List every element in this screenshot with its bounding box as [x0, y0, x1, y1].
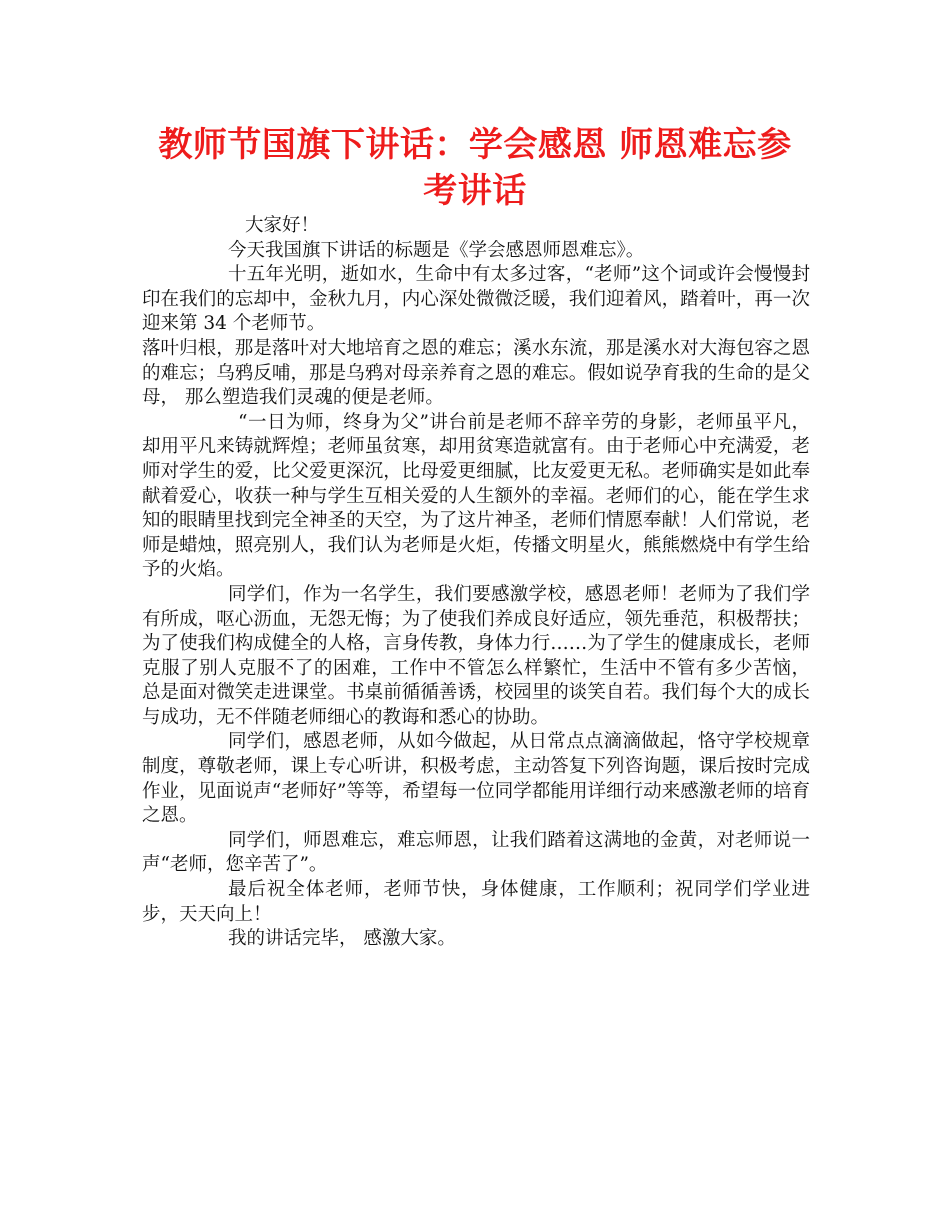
paragraph: 十五年光明，逝如水，生命中有太多过客，“老师”这个词或许会慢慢封印在我们的忘却中，金秋九月，内心深处微微泛暖，我们迎着风，踏着叶，再一次迎来第 34 个老师节。	[142, 264, 810, 335]
document-title	[120, 122, 830, 214]
paragraph: “一日为师，终身为父”讲台前是老师不辞辛劳的身影，老师虽平凡，却用平凡来铸就辉煌；老师虽贫寒，却用贫寒造就富有。由于老师心中充满爱，老师对学生的爱，比父爱更深沉，比母爱更细腻，比友爱更无私。老师确实是如此奉献着爱心，收获一种与学生互相关爱的人生额外的幸福。老师们的心，能在学生求知的眼睛里找到完全神圣的天空，为了这片神圣，老师们情愿奉献！人们常说，老师是蜡烛，照亮别人，我们认为老师是火炬，传播文明星火，熊熊燃烧中有学生给予的火焰。	[142, 411, 810, 581]
paragraph-topic: 今天我国旗下讲话的标题是《学会感恩师恩难忘》。	[228, 239, 645, 261]
paragraph: 落叶归根，那是落叶对大地培育之恩的难忘；溪水东流，那是溪水对大海包容之恩的难忘；乌鸦反哺，那是乌鸦对母亲养育之恩的难忘。假如说孕育我的生命的是父母， 那么塑造我们灵魂的便是老师。	[142, 337, 810, 409]
paragraph: 同学们，感恩老师，从如今做起，从日常点点滴滴做起，恪守学校规章制度，尊敬老师，课上专心听讲，积极考虑，主动答复下列咨询题，课后按时完成作业，见面说声“老师好”等等，希望每一位同学都能用详细行动来感激老师的培育之恩。	[142, 731, 810, 827]
paragraph-greeting: 大家好！	[245, 215, 320, 236]
paragraph: 同学们，作为一名学生，我们要感激学校，感恩老师！老师为了我们学有所成，呕心沥血，无怨无悔；为了使我们养成良好适应，领先垂范，积极帮扶；为了使我们构成健全的人格，言身传教，身体力行……为了学生的健康成长，老师克服了别人克服不了的困难，工作中不管怎么样繁忙，生活中不管有多少苦恼， 总是面对微笑走进课堂。书桌前循循善诱，校园里的谈笑自若。我们每个大的成长与成功，无不伴随老师细心的教诲和悉心的协助。	[142, 583, 810, 728]
paragraph: 同学们，师恩难忘，难忘师恩，让我们踏着这满地的金黄，对老师说一声“老师，您辛苦了”。	[142, 829, 810, 876]
paragraph-closing: 我的讲话完毕， 感激大家。	[228, 928, 456, 950]
document-body	[142, 214, 810, 952]
paragraph: 最后祝全体老师，老师节快，身体健康，工作顺利；祝同学们学业进步，天天向上！	[142, 879, 810, 925]
title-line-1: 教师节国旗下讲话：学会感恩 师恩难忘参	[158, 125, 792, 165]
title-line-2: 考讲话	[423, 171, 527, 211]
